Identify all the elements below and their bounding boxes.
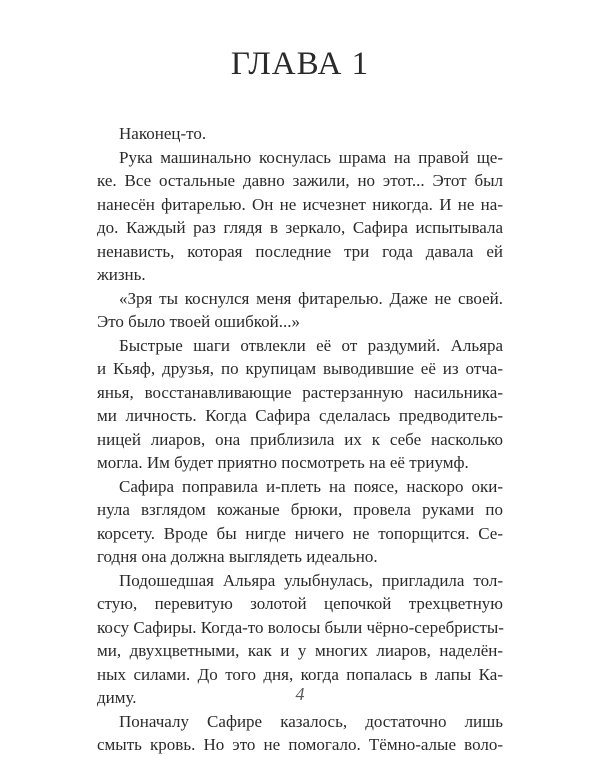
text-line: диму. <box>97 688 137 707</box>
text-line: Быстрые шаги отвлекли её от раздумий. Альяра <box>119 335 503 355</box>
text-line: янья, восстанавливающие растерзанную насильника- <box>97 382 503 402</box>
text-line: нула взглядом кожаные брюки, провела руками по <box>97 500 503 519</box>
body-text <box>97 122 503 757</box>
text-line: ницей лиаров, она приблизила их к себе насколько <box>97 429 503 449</box>
text-line: Сафира поправила и-плеть на поясе, наскоро оки- <box>119 476 503 496</box>
text-line: и Кьяф, друзья, по крупицам выводившие её из отча- <box>97 359 503 378</box>
text-line: до. Каждый раз глядя в зеркало, Сафира испытывала <box>97 218 503 237</box>
text-line: Наконец-то. <box>119 124 207 143</box>
text-line: ми, двухцветными, как и у многих лиаров, наделён- <box>97 641 503 660</box>
text-line: жизнь. <box>97 265 146 284</box>
text-line: Поначалу Сафире казалось, достаточно лишь <box>119 711 503 731</box>
text-line: ных силами. До того дня, когда попалась в лапы Ка- <box>97 664 503 684</box>
text-line: нанесён фитарелью. Он не исчезнет никогда. И не на- <box>97 194 503 214</box>
text-line: «Зря ты коснулся меня фитарелью. Даже не своей. <box>119 288 503 308</box>
page-number: 4 <box>295 684 305 704</box>
text-line: ке. Все остальные давно зажили, но этот... Этот был <box>97 171 503 190</box>
text-line: Это было твоей ошибкой...» <box>97 312 301 331</box>
text-line: Рука машинально коснулась шрама на правой ще- <box>119 147 503 167</box>
text-line: годня она должна выглядеть идеально. <box>97 547 378 566</box>
text-line: ми личность. Когда Сафира сделалась предводитель- <box>97 406 503 425</box>
text-line: могла. Им будет приятно посмотреть на её триумф. <box>97 453 469 472</box>
text-line: косу Сафиры. Когда-то волосы были чёрно-серебристы- <box>97 617 504 637</box>
chapter-title: ГЛАВА 1 <box>230 46 370 82</box>
text-line: стую, перевитую золотой цепочкой трехцветную <box>97 594 503 613</box>
text-line: смыть кровь. Но это не помогало. Тёмно-алые воло- <box>97 735 503 754</box>
text-line: ненависть, которая последние три года давала ей <box>97 241 503 261</box>
text-line: корсету. Вроде бы нигде ничего не топорщится. Се- <box>97 523 503 543</box>
text-line: Подошедшая Альяра улыбнулась, пригладила тол- <box>119 570 503 590</box>
